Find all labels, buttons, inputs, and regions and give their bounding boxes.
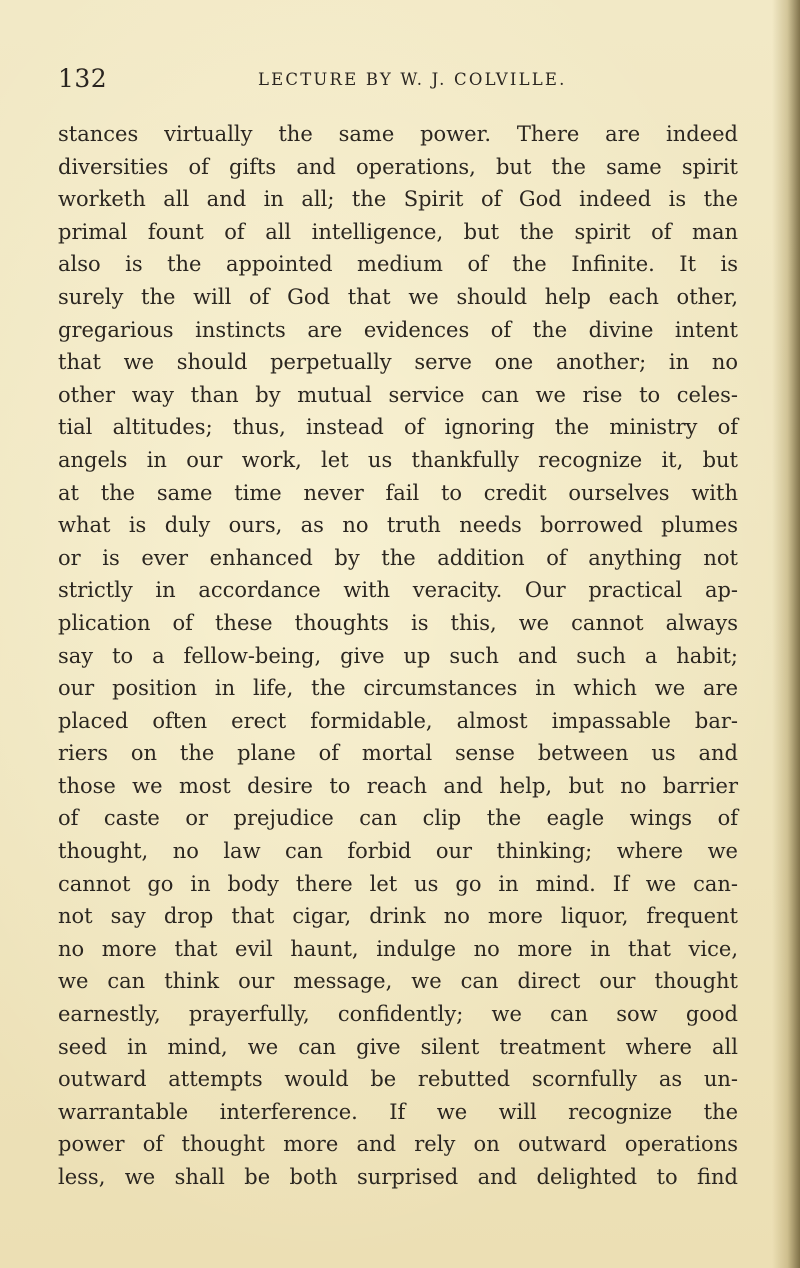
text-line: surely the will of God that we should help each other, <box>58 284 738 309</box>
text-line: our position in life, the circumstances in which we are <box>58 676 738 701</box>
text-line: worketh all and in all; the Spirit of God indeed is the <box>58 187 738 212</box>
text-line: gregarious instincts are evidences of the divine intent <box>58 317 738 342</box>
text-line: we can think our message, we can direct our thought <box>58 969 738 994</box>
running-head: LECTURE BY W. J. COLVILLE. <box>258 70 567 89</box>
text-line: primal fount of all intelligence, but the spirit of man <box>58 219 738 244</box>
text-line: not say drop that cigar, drink no more liquor, frequent <box>58 904 738 929</box>
text-line: at the same time never fail to credit ourselves with <box>58 480 738 505</box>
text-line: plication of these thoughts is this, we cannot always <box>58 610 738 635</box>
text-line: angels in our work, let us thankfully recognize it, but <box>58 447 738 472</box>
body-text <box>58 118 738 1194</box>
text-line: also is the appointed medium of the Infinite. It is <box>58 252 738 277</box>
text-line: those we most desire to reach and help, but no barrier <box>58 773 738 798</box>
text-line: less, we shall be both surprised and delighted to find <box>58 1165 738 1189</box>
text-line: say to a fellow-being, give up such and such a habit; <box>58 643 738 668</box>
page-header <box>0 62 800 102</box>
text-line: outward attempts would be rebutted scornfully as un- <box>58 1067 738 1092</box>
text-line: or is ever enhanced by the addition of anything not <box>58 545 738 570</box>
text-line: tial altitudes; thus, instead of ignoring the ministry of <box>58 415 738 440</box>
text-line: strictly in accordance with veracity. Our practical ap- <box>58 578 738 603</box>
page-edge-shadow <box>772 0 800 1268</box>
text-line: diversities of gifts and operations, but the same spirit <box>58 154 738 179</box>
text-line: seed in mind, we can give silent treatment where all <box>58 1034 738 1059</box>
text-line: of caste or prejudice can clip the eagle wings of <box>58 806 738 831</box>
text-line: earnestly, prayerfully, confidently; we can sow good <box>58 1002 738 1027</box>
text-line: placed often erect formidable, almost impassable bar- <box>58 708 738 733</box>
page-number: 132 <box>58 64 108 93</box>
text-line: thought, no law can forbid our thinking; where we <box>58 839 738 864</box>
text-line: power of thought more and rely on outward operations <box>58 1132 738 1157</box>
text-line: warrantable interference. If we will recognize the <box>58 1099 738 1124</box>
text-line: riers on the plane of mortal sense between us and <box>58 741 738 766</box>
text-line: what is duly ours, as no truth needs borrowed plumes <box>58 513 738 538</box>
text-line: that we should perpetually serve one another; in no <box>58 350 738 375</box>
text-line: other way than by mutual service can we rise to celes- <box>58 382 738 407</box>
text-line: cannot go in body there let us go in mind. If we can- <box>58 871 738 896</box>
text-line: no more that evil haunt, indulge no more in that vice, <box>58 936 738 961</box>
text-line: stances virtually the same power. There are indeed <box>58 122 738 146</box>
